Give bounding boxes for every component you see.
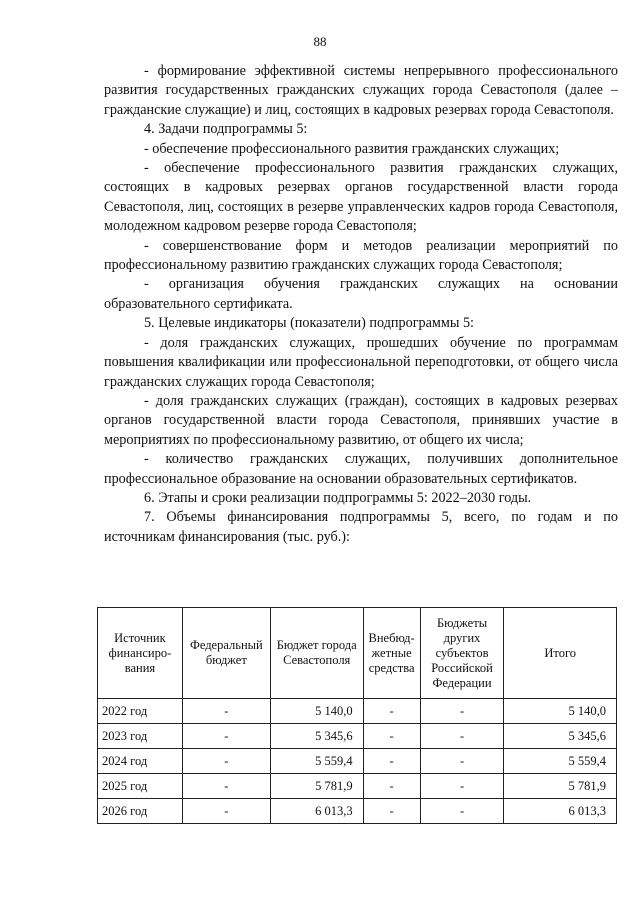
table-cell: 6 013,3 <box>504 799 617 824</box>
table-cell: - <box>363 749 420 774</box>
table-cell: - <box>363 699 420 724</box>
year-cell: 2023 год <box>98 724 183 749</box>
paragraph: 7. Объемы финансирования подпрограммы 5, всего, по годам и по источникам финансирования (тыс. руб.): <box>104 509 618 545</box>
year-cell: 2022 год <box>98 699 183 724</box>
table-cell: 6 013,3 <box>270 799 363 824</box>
table-cell: 5 781,9 <box>270 774 363 799</box>
paragraph: - доля гражданских служащих, прошедших обучение по программам повышения квалификации или профессиональной переподготовки, от общего числа гражданских служащих города Севастополя; <box>104 334 618 390</box>
table-header-cell: Бюджеты других субъектов Российской Федерации <box>420 608 504 699</box>
table-header-cell: Источник финансиро-вания <box>98 608 183 699</box>
paragraph: - доля гражданских служащих (граждан), состоящих в кадровых резервах органов государственной власти города Севастополя, принявших участие в мероприятиях по профессиональному развитию, от общего их числа; <box>104 392 618 448</box>
table-header-cell: Внебюд-жетные средства <box>363 608 420 699</box>
table-cell: 5 559,4 <box>270 749 363 774</box>
paragraph: 6. Этапы и сроки реализации подпрограммы 5: 2022–2030 годы. <box>144 489 532 506</box>
table-cell: - <box>420 749 504 774</box>
table-header-cell: Бюджет города Севастополя <box>270 608 363 699</box>
table-row <box>98 799 617 824</box>
paragraph: - совершенствование форм и методов реализации мероприятий по профессиональному развитию гражданских служащих города Севастополя; <box>104 237 618 274</box>
table-row <box>98 774 617 799</box>
paragraph: - обеспечение профессионального развития гражданских служащих, состоящих в кадровых резервах органов государственной власти города Севастополя, лиц, состоящих в резерве управленческих кадров города Севастополя, молодежном кадровом резерве города Севастополя; <box>104 160 618 235</box>
table-row <box>98 724 617 749</box>
table-header-row <box>98 608 617 699</box>
table-cell: - <box>420 799 504 824</box>
table-body <box>98 699 617 824</box>
paragraph: - формирование эффективной системы непрерывного профессионального развития государственных гражданских служащих города Севастополя (далее – гражданские служащие) и лиц, состоящих в кадровых резервах города Севастополя. <box>104 63 618 118</box>
paragraph: 4. Задачи подпрограммы 5: <box>144 121 308 138</box>
table-cell: - <box>182 749 270 774</box>
table-cell: 5 559,4 <box>504 749 617 774</box>
table-cell: 5 140,0 <box>504 699 617 724</box>
table-cell: - <box>182 699 270 724</box>
page-number: 88 <box>313 34 327 49</box>
table-cell: - <box>420 699 504 724</box>
table-cell: - <box>420 774 504 799</box>
table-cell: - <box>363 774 420 799</box>
paragraph: - количество гражданских служащих, получивших дополнительное профессиональное образование на основании образовательных сертификатов. <box>104 451 618 487</box>
table-cell: - <box>182 724 270 749</box>
table-cell: - <box>182 774 270 799</box>
table-cell: - <box>182 799 270 824</box>
paragraph: - обеспечение профессионального развития гражданских служащих; <box>144 140 560 157</box>
paragraph: - организация обучения гражданских служащих на основании образовательного сертификата. <box>104 276 618 312</box>
table-row <box>98 749 617 774</box>
document-body <box>104 62 618 547</box>
table-cell: 5 140,0 <box>270 699 363 724</box>
table-header-cell: Итого <box>504 608 617 699</box>
table-cell: 5 345,6 <box>504 724 617 749</box>
table-cell: 5 345,6 <box>270 724 363 749</box>
year-cell: 2024 год <box>98 749 183 774</box>
year-cell: 2026 год <box>98 799 183 824</box>
table-cell: - <box>363 724 420 749</box>
table-row <box>98 699 617 724</box>
financing-table <box>97 607 617 824</box>
paragraph: 5. Целевые индикаторы (показатели) подпрограммы 5: <box>144 315 474 332</box>
table-header-cell: Федеральный бюджет <box>182 608 270 699</box>
table-cell: - <box>363 799 420 824</box>
table-cell: - <box>420 724 504 749</box>
year-cell: 2025 год <box>98 774 183 799</box>
table-cell: 5 781,9 <box>504 774 617 799</box>
